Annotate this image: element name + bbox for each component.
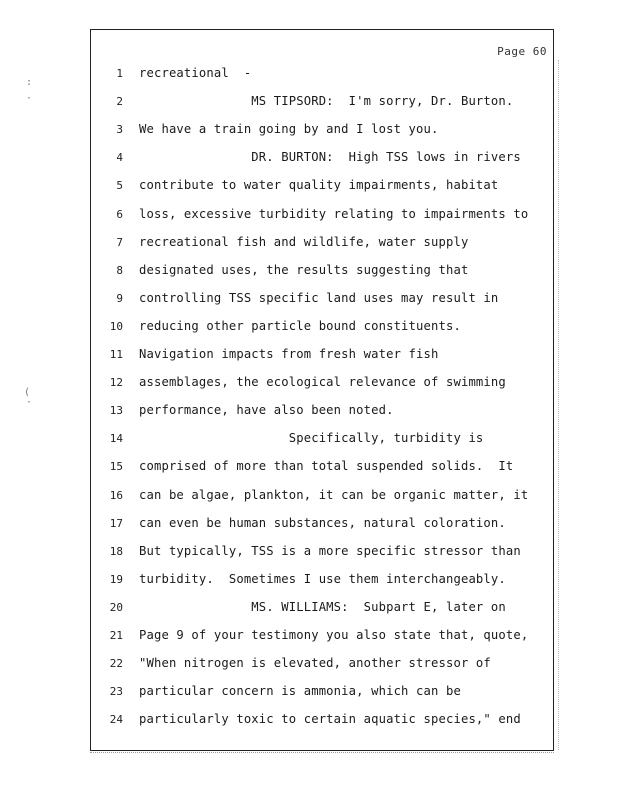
scan-mark-top: : (26, 77, 33, 88)
line-text: performance, have also been noted. (139, 403, 394, 418)
line-text: reducing other particle bound constituents. (139, 318, 461, 333)
line-number: 19 (109, 572, 123, 586)
line-number: 5 (116, 179, 123, 193)
line-text: can be algae, plankton, it can be organic matter, it (139, 487, 529, 502)
line-text: designated uses, the results suggesting that (139, 262, 469, 277)
line-number: 16 (109, 488, 123, 502)
line-text: loss, excessive turbidity relating to impairments to (139, 206, 529, 221)
line-number: 21 (109, 629, 123, 642)
line-text: DR. BURTON: High TSS lows in rivers (139, 150, 521, 165)
line-number: 10 (109, 319, 123, 333)
line-text: Specifically, turbidity is (139, 431, 484, 446)
scan-mark-middle-2: · (26, 397, 33, 408)
line-text: Navigation impacts from fresh water fish (139, 347, 439, 361)
line-number: 4 (116, 151, 123, 165)
line-number: 14 (109, 432, 123, 446)
line-number: 9 (116, 291, 123, 305)
line-text: Page 9 of your testimony you also state that, quote, (139, 628, 529, 642)
line-number: 2 (116, 95, 123, 109)
line-text: controlling TSS specific land uses may result in (139, 290, 499, 305)
line-number: 8 (116, 263, 123, 277)
line-text: But typically, TSS is a more specific stressor than (139, 543, 521, 558)
line-number: 17 (109, 516, 123, 530)
line-number: 11 (109, 348, 123, 361)
line-text: "When nitrogen is elevated, another stressor of (139, 656, 491, 671)
scan-mark-top-2: · (26, 93, 33, 104)
line-number: 1 (116, 67, 123, 80)
line-number: 7 (116, 235, 123, 249)
line-text: turbidity. Sometimes I use them interchangeably. (139, 571, 506, 586)
line-text: contribute to water quality impairments, habitat (139, 178, 499, 193)
line-number: 24 (109, 713, 123, 727)
line-text: recreational fish and wildlife, water supply (139, 234, 469, 249)
line-number: 23 (109, 685, 123, 699)
line-number: 3 (116, 123, 123, 137)
line-text: We have a train going by and I lost you. (139, 122, 439, 137)
page-number: Page 60 (497, 45, 547, 58)
bottom-rule (90, 752, 554, 753)
line-text: comprised of more than total suspended solids. It (139, 459, 514, 474)
transcript-page (90, 29, 554, 751)
line-number: 22 (109, 657, 123, 671)
line-number: 12 (109, 376, 123, 390)
line-text: particular concern is ammonia, which can be (139, 684, 461, 699)
line-text: assemblages, the ecological relevance of swimming (139, 375, 506, 390)
scan-mark-middle: ( (24, 387, 31, 398)
line-text: can even be human substances, natural coloration. (139, 515, 506, 530)
line-text: particularly toxic to certain aquatic species," end (139, 712, 521, 727)
line-number: 13 (109, 404, 123, 418)
line-number: 6 (116, 207, 123, 221)
line-text: recreational - (139, 66, 252, 80)
line-number: 15 (109, 460, 123, 474)
line-text: MS. WILLIAMS: Subpart E, later on (139, 599, 506, 614)
line-number: 18 (109, 544, 123, 558)
line-text: MS TIPSORD: I'm sorry, Dr. Burton. (139, 94, 514, 109)
line-number: 20 (109, 600, 123, 614)
right-margin-dots (558, 60, 563, 750)
